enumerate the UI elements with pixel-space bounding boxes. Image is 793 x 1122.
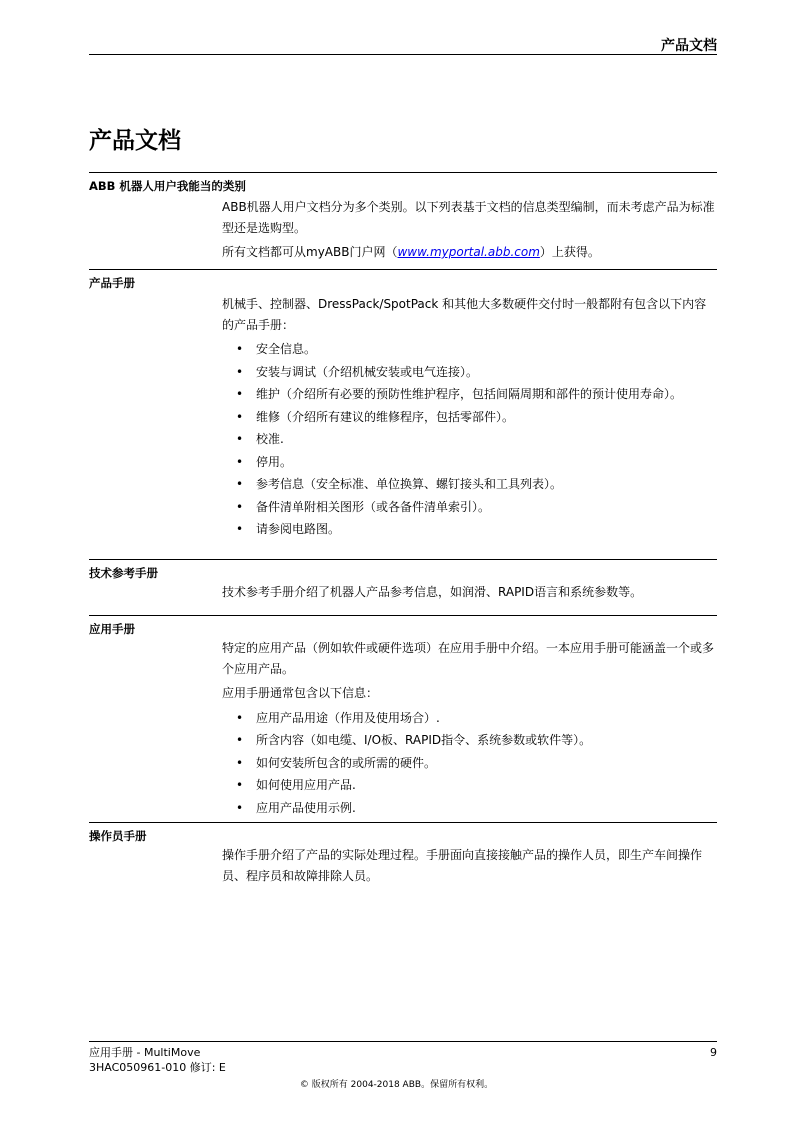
list-item — [222, 798, 717, 819]
list-item — [222, 519, 717, 540]
paragraph: 特定的应用产品（例如软件或硬件选项）在应用手册中介绍。一本应用手册可能涵盖一个或多个应用产品。 — [222, 641, 715, 676]
section-heading: 应用手册 — [89, 622, 135, 636]
bullet-icon: • — [236, 364, 244, 379]
list-item — [222, 474, 717, 495]
paragraph: 应用手册通常包含以下信息： — [222, 686, 379, 700]
list-item-text: 所含内容（如电缆、I/O板、RAPID指令、系统参数或软件等）。 — [256, 733, 592, 747]
bullet-list — [222, 708, 717, 819]
list-item-text: 应用产品用途（作用及使用场合）. — [256, 710, 440, 725]
running-header: 产品文档 — [661, 38, 717, 54]
paragraph: ABB机器人用户文档分为多个类别。以下列表基于文档的信息类型编制，而未考虑产品为标准型还是选购型。 — [222, 200, 715, 235]
list-item — [222, 730, 717, 751]
section-heading: 技术参考手册 — [89, 566, 158, 580]
section-application-manuals — [89, 615, 717, 820]
footer-doc-id: 3HAC050961-010 修订: E — [89, 1061, 226, 1074]
list-item — [222, 407, 717, 428]
section-categories — [89, 172, 717, 267]
footer-doc-title: 应用手册 - MultiMove — [89, 1046, 201, 1059]
list-item-text: 维护（介绍所有必要的预防性维护程序，包括间隔周期和部件的预计使用寿命）。 — [256, 387, 683, 401]
list-item-text: 安装与调试（介绍机械安装或电气连接）。 — [256, 364, 479, 379]
bullet-icon: • — [236, 454, 244, 469]
bullet-icon: • — [236, 499, 244, 514]
page-number: 9 — [710, 1046, 717, 1059]
list-item — [222, 708, 717, 729]
list-item-text: 校准. — [256, 432, 284, 446]
section-body — [222, 294, 717, 540]
list-item-text: 停用。 — [256, 454, 293, 469]
section-heading: 产品手册 — [89, 276, 135, 290]
section-body — [222, 197, 717, 263]
portal-link[interactable]: www.myportal.abb.com — [397, 245, 540, 259]
paragraph: 操作手册介绍了产品的实际处理过程。手册面向直接接触产品的操作人员，即生产车间操作员、程序员和故障排除人员。 — [222, 848, 703, 883]
list-item — [222, 339, 717, 360]
section-body — [222, 845, 717, 886]
copyright: © 版权所有 2004-2018 ABB。保留所有权利。 — [299, 1080, 494, 1090]
bullet-icon: • — [236, 755, 244, 770]
portal-text-after: ）上获得。 — [539, 245, 600, 259]
section-technical-reference — [89, 559, 717, 607]
section-body — [222, 582, 717, 603]
list-item — [222, 452, 717, 473]
section-body — [222, 638, 717, 818]
list-item-text: 如何使用应用产品. — [256, 778, 356, 792]
section-heading: ABB 机器人用户我能当的类别 — [89, 179, 246, 193]
bullet-icon: • — [236, 409, 244, 424]
bullet-icon: • — [236, 432, 244, 446]
list-item-text: 维修（介绍所有建议的维修程序，包括零部件）。 — [256, 409, 515, 424]
bullet-icon: • — [236, 710, 244, 725]
bullet-icon: • — [236, 733, 244, 747]
list-item — [222, 384, 717, 405]
list-item-text: 备件清单附相关图形（或各备件清单索引）。 — [256, 499, 491, 514]
list-item-text: 安全信息。 — [256, 342, 317, 356]
page-title: 产品文档 — [89, 128, 181, 154]
list-item-text: 参考信息（安全标准、单位换算、螺钉接头和工具列表）。 — [256, 477, 563, 491]
section-operator-manuals — [89, 822, 717, 890]
bullet-list — [222, 339, 717, 540]
paragraph: 机械手、控制器、DressPack/SpotPack 和其他大多数硬件交付时一般都附有包含以下内容的产品手册： — [222, 297, 707, 332]
footer-rule — [89, 1041, 717, 1042]
bullet-icon: • — [236, 522, 244, 536]
list-item-text: 应用产品使用示例. — [256, 800, 356, 815]
list-item — [222, 753, 717, 774]
portal-text-before: 所有文档都可从myABB门户网（ — [222, 245, 398, 259]
list-item — [222, 362, 717, 383]
list-item-text: 请参阅电路图。 — [256, 522, 341, 536]
list-item — [222, 497, 717, 518]
portal-paragraph — [222, 242, 717, 263]
header-rule — [89, 54, 717, 55]
bullet-icon: • — [236, 342, 244, 356]
section-product-manuals — [89, 269, 717, 542]
paragraph: 技术参考手册介绍了机器人产品参考信息，如润滑、RAPID语言和系统参数等。 — [222, 585, 643, 599]
section-heading: 操作员手册 — [89, 829, 147, 843]
footer-left — [89, 1045, 226, 1075]
bullet-icon: • — [236, 800, 244, 815]
bullet-icon: • — [236, 778, 244, 792]
list-item — [222, 775, 717, 796]
bullet-icon: • — [236, 477, 244, 491]
list-item — [222, 429, 717, 450]
list-item-text: 如何安装所包含的或所需的硬件。 — [256, 755, 437, 770]
bullet-icon: • — [236, 387, 244, 401]
